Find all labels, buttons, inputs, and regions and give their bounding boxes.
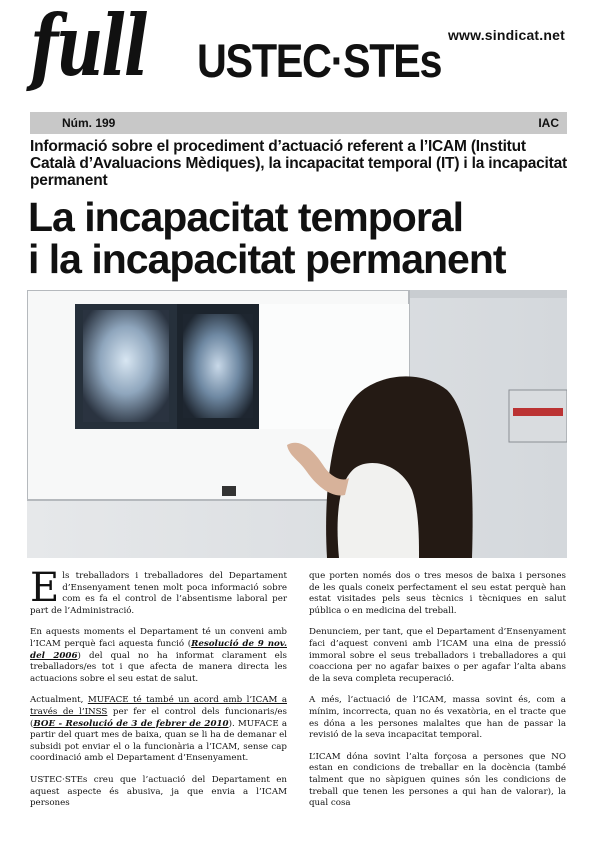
paragraph-text: ls treballadors i treballadores del Departament d’Ensenyament tenen molt poca informació sobre com es fa el control de l’absentisme laboral per part de l’Administració. (30, 571, 287, 616)
drop-cap: E (30, 565, 60, 611)
masthead-full-logo: full (30, 0, 147, 95)
article-paragraph: que porten només dos o tres mesos de baixa i persones de les quals coneix perfectament el seu estat perquè han estat visitades pels seus tècnics i tècniques en salut pública o en medicina del treball. (309, 571, 566, 616)
paragraph-text: En aquests moments el Departament té un conveni amb l’ICAM perquè faci aquesta funció ( (30, 627, 287, 649)
article-body (30, 565, 567, 820)
xray-photo-illustration (27, 290, 567, 558)
subtitle: Informació sobre el procediment d’actuació referent a l’ICAM (Institut Català d’Avaluacions Mèdiques), la incapacitat temporal (IT) i la incapacitat permanent (30, 138, 568, 189)
headline-line-2: i la incapacitat permanent (28, 236, 506, 282)
issue-bar (30, 112, 567, 134)
muface-link[interactable]: MUFACE té també un acord amb l’ICAM a través de l’INSS (30, 695, 287, 717)
paragraph-text: ) del qual no ha informat clarament els treballadors/es tot i que afecta de manera directa les actuacions sobre el seu estat de salut. (30, 650, 288, 684)
masthead-title: USTEC·STEs (197, 34, 442, 87)
article-paragraph (30, 627, 287, 685)
website-url[interactable]: www.sindicat.net (447, 27, 565, 43)
paragraph-text: per fer el control dels funcionaris/es ( (30, 706, 287, 729)
resolution-link[interactable]: Resolució de 9 nov. del 2006 (30, 638, 287, 661)
paragraph-text: ). MUFACE a partir del quart mes de baixa, quan se li ha de demanar el subsidi pot enviar el o la funcionària a l’ICAM, sense cap coordinació amb el Departament d’Ensenyament. (30, 718, 288, 764)
article-paragraph: USTEC·STEs creu que l’actuació del Departament en aquest aspecte és abusiva, ja que envia a l’ICAM persones (30, 774, 287, 809)
article-paragraph (30, 565, 287, 617)
headline (28, 196, 573, 280)
headline-line-1: La incapacitat temporal (28, 194, 463, 240)
paragraph-text: Actualment, (30, 695, 88, 706)
issue-number: Núm. 199 (62, 116, 116, 130)
article-paragraph: L’ICAM dóna sovint l’alta forçosa a persones que NO estan en condicions de treballar en la docència (també talment que no sàpiguen quines són les condicions de treball que tenen les persones a qui han de valorar), la qual cosa (309, 751, 566, 809)
article-column-right (309, 571, 566, 820)
section-label: IAC (538, 116, 559, 130)
article-paragraph: Denunciem, per tant, que el Departament d’Ensenyament faci d’aquest conveni amb l’ICAM una eina de pressió immoral sobre el seus treballadors i treballadores a qui coacciona per no agafar baixes o per agafar l’alta abans de la seva completa recuperació. (309, 627, 566, 684)
article-paragraph: A més, l’actuació de l’ICAM, massa sovint és, com a mínim, incorrecta, quan no és vexatòria, en el tracte que es dóna a les persones malaltes que han de passar la revisió de la seva incapacitat temporal. (309, 695, 566, 741)
article-photo (27, 290, 567, 558)
boe-link[interactable]: BOE - Resolució de 3 de febrer de 2010 (33, 718, 229, 729)
article-paragraph (30, 695, 287, 765)
article-column-left (30, 565, 288, 820)
